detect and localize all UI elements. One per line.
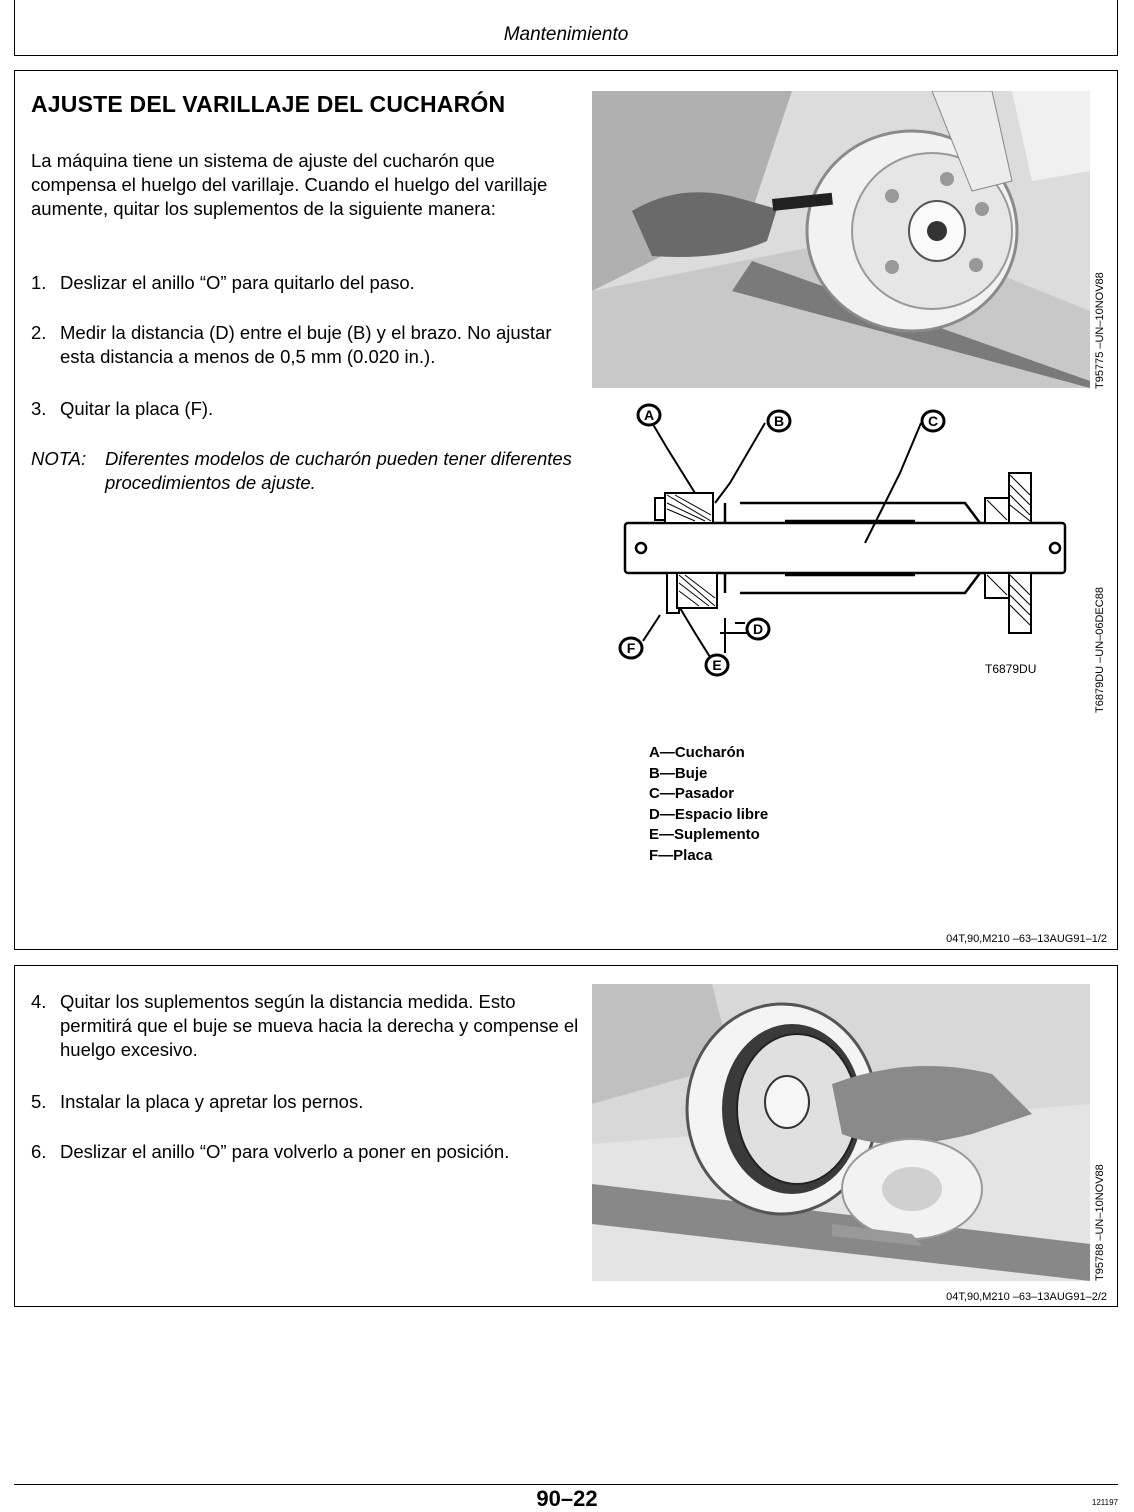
step-4 — [31, 990, 591, 1062]
step-number: 3. — [31, 398, 47, 419]
shim-removal-photo — [592, 984, 1090, 1281]
step-2 — [31, 321, 581, 369]
diagram-label-e: E — [712, 657, 722, 673]
diagram-drawing — [605, 403, 1095, 713]
photo-code: T95775 –UN–10NOV88 — [1094, 272, 1106, 389]
diagram-code: T6879DU –UN–06DEC88 — [1094, 587, 1106, 713]
legend-item: B—Buje — [649, 764, 708, 782]
photo-illustration — [592, 91, 1090, 388]
diagram-label-f: F — [626, 640, 636, 656]
step-text: Instalar la placa y apretar los pernos. — [60, 1091, 364, 1112]
intro-paragraph: La máquina tiene un sistema de ajuste del cucharón que compensa el huelgo del varillaje. Cuando el huelgo del varillaje aumente, quitar los suplementos de la siguiente manera: — [31, 150, 548, 219]
note — [31, 447, 591, 495]
section-panel-1 — [14, 70, 1118, 950]
footer-code: 121197 — [1091, 1498, 1118, 1507]
legend-item: D—Espacio libre — [649, 805, 769, 823]
diagram-label-d: D — [752, 621, 764, 637]
page-number: 90–22 — [536, 1486, 598, 1511]
note-text: Diferentes modelos de cucharón pueden tener diferentes procedimientos de ajuste. — [105, 448, 572, 493]
step-6 — [31, 1140, 606, 1164]
legend-item: F—Placa — [649, 846, 713, 864]
bucket-linkage-photo — [592, 91, 1090, 388]
diagram-label-a: A — [643, 407, 655, 423]
note-label: NOTA: — [31, 448, 87, 469]
step-number: 2. — [31, 322, 47, 343]
page-header — [14, 0, 1118, 56]
header-title: Mantenimiento — [503, 24, 629, 45]
diagram-inner-code: T6879DU — [985, 662, 1037, 676]
step-number: 4. — [31, 991, 47, 1012]
step-5 — [31, 1090, 591, 1114]
legend-item: C—Pasador — [649, 785, 735, 803]
step-text: Quitar la placa (F). — [60, 398, 214, 419]
step-text: Medir la distancia (D) entre el buje (B) y el brazo. No ajustar esta distancia a menos de 0,5 mm (0.020 in.). — [60, 322, 552, 367]
legend-item: E—Suplemento — [649, 826, 760, 844]
step-number: 1. — [31, 272, 47, 293]
step-number: 6. — [31, 1141, 47, 1162]
photo-code: T95788 –UN–10NOV88 — [1094, 1164, 1106, 1281]
footer-divider — [14, 1484, 1118, 1485]
step-text: Deslizar el anillo “O” para quitarlo del paso. — [60, 272, 415, 293]
reference-code: 04T,90,M210 –63–13AUG91–2/2 — [946, 1291, 1107, 1303]
legend — [649, 743, 768, 867]
diagram-label-c: C — [927, 413, 939, 429]
step-text: Deslizar el anillo “O” para volverlo a poner en posición. — [60, 1141, 510, 1162]
reference-code: 04T,90,M210 –63–13AUG91–1/2 — [946, 933, 1107, 945]
section-panel-2 — [14, 965, 1118, 1307]
step-3 — [31, 397, 581, 421]
step-text: Quitar los suplementos según la distancia medida. Esto permitirá que el buje se mueva hacia la derecha y compense el huelgo excesivo. — [60, 991, 579, 1060]
step-number: 5. — [31, 1091, 47, 1112]
diagram-label-b: B — [773, 413, 785, 429]
bushing-diagram — [605, 403, 1095, 713]
photo-illustration — [592, 984, 1090, 1281]
step-1 — [31, 271, 581, 295]
section-title: AJUSTE DEL VARILLAJE DEL CUCHARÓN — [31, 91, 506, 117]
legend-item: A—Cucharón — [649, 744, 745, 761]
